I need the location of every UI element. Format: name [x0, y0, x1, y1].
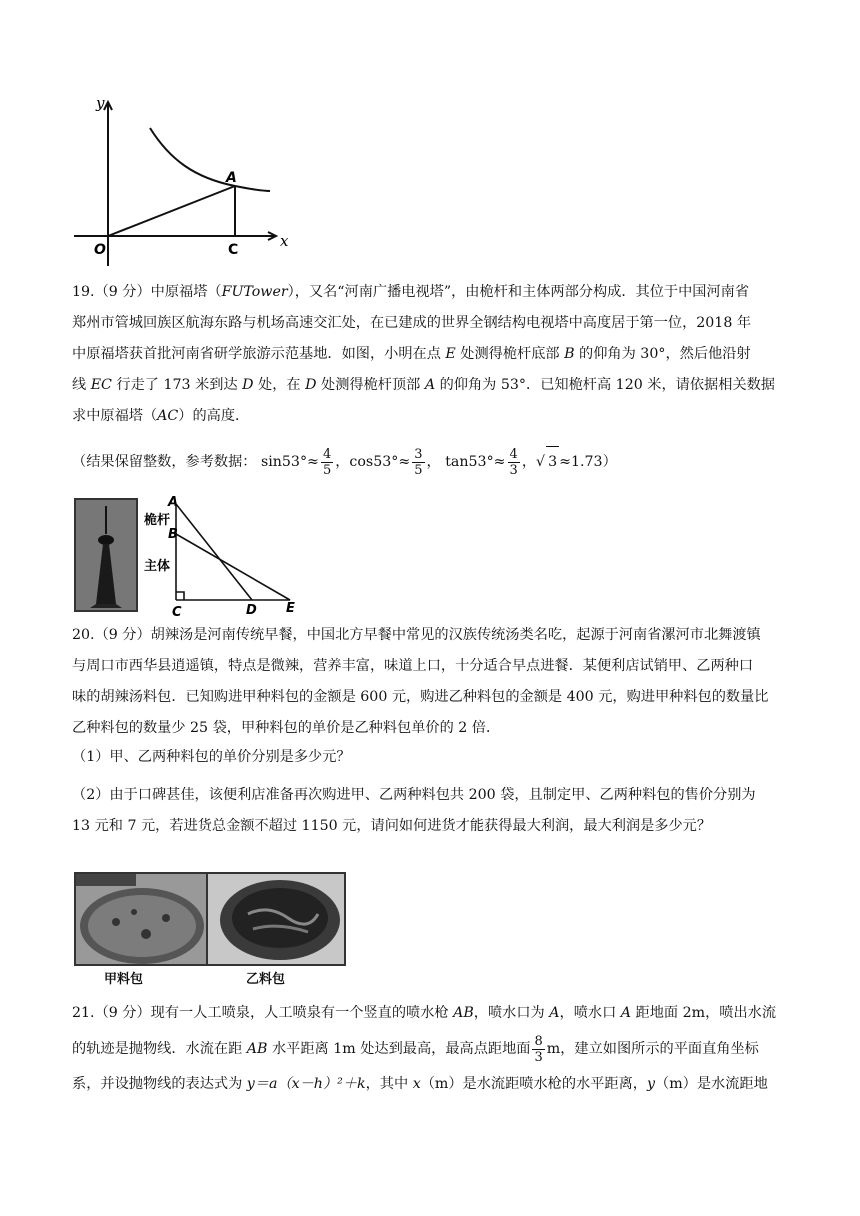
height-fraction: $\frac{8}{3}$ — [534, 1033, 543, 1065]
q19-reference-data: （结果保留整数，参考数据： sin53°≈ $\frac{4}{5}$ ，cos53°≈ $\frac{3}{5}$ ， tan53°≈ $\frac{4}{3}$ ，√ 3 ≈1.73） — [72, 446, 617, 478]
function-graph — [70, 90, 290, 272]
fig-label-a: A — [168, 496, 179, 510]
q19-line-4: 线 EC 行走了 173 米到达 D 处，在 D 处测得桅杆顶部 A 的仰角为 53°．已知桅杆高 120 米，请依据相关数据 — [72, 377, 775, 393]
soup-bowl-icon — [76, 874, 208, 964]
sightline-da — [176, 504, 252, 600]
fig-label-e: E — [286, 601, 295, 616]
cos-fraction: $\frac{3}{5}$ — [414, 446, 423, 478]
q20-sub-2-line-2: 13 元和 7 元，若进货总金额不超过 1150 元，请问如何进货才能获得最大利润，最大利润是多少元？ — [72, 818, 712, 834]
segment-oa — [108, 186, 235, 236]
q21-line-2: 的轨迹是抛物线．水流在距 AB 水平距离 1m 处达到最高，最高点距地面 $\frac{8}{3}$ m，建立如图所示的平面直角坐标 — [72, 1033, 759, 1065]
caption-a: 甲料包 — [104, 972, 144, 987]
question-20 — [72, 620, 797, 744]
fig-label-b: B — [168, 527, 178, 542]
q20-sub-2 — [72, 780, 797, 842]
soup-pot-icon — [208, 874, 344, 964]
origin-label: O — [94, 242, 106, 258]
fig-label-c: C — [172, 605, 182, 618]
fig-label-d: D — [246, 603, 257, 618]
hyperbola-curve — [150, 128, 270, 191]
sightline-eb — [176, 534, 290, 600]
tower-triangle-diagram — [140, 496, 310, 618]
q20-line-2: 与周口市西华县逍遥镇，特点是微辣，营养丰富，味道上口，十分适合早点进餐．某便利店试销甲、乙两种口 — [72, 658, 754, 674]
q20-line-3: 味的胡辣汤料包．已知购进甲种料包的金额是 600 元，购进乙种料包的金额是 400 元，购进甲种料包的数量比 — [72, 689, 769, 705]
x-axis-label: x — [280, 232, 289, 250]
point-a-label: A — [226, 170, 237, 186]
q19-line-1: 19.（9 分）中原福塔（FUTower），又名“河南广播电视塔”，由桅杆和主体两部分构成．其位于中国河南省 — [72, 284, 750, 300]
q20-line-1: 20.（9 分）胡辣汤是河南传统早餐，中国北方早餐中常见的汉族传统汤类名吃，起源于河南省漯河市北舞渡镇 — [72, 627, 761, 643]
sqrt-3: 3 — [546, 446, 559, 478]
tower-photo — [74, 498, 138, 612]
soup-photo-b — [206, 872, 346, 966]
y-axis-label: y — [96, 94, 105, 112]
tower-icon — [76, 500, 136, 610]
q19-line-3: 中原福塔获首批河南省研学旅游示范基地．如图，小明在点 E 处测得桅杆底部 B 的仰角为 30°，然后他沿射 — [72, 346, 751, 362]
q19-line-2: 郑州市管城回族区航海东路与机场高速交汇处，在已建成的世界全钢结构电视塔中高度居于第一位，2018 年 — [72, 315, 752, 331]
fig-label-mast: 桅杆 — [144, 513, 171, 528]
tan-fraction: $\frac{4}{3}$ — [509, 446, 518, 478]
point-c-label: C — [228, 242, 239, 258]
soup-photo-a — [74, 872, 210, 966]
fig-label-body: 主体 — [144, 559, 171, 574]
right-angle-mark — [176, 592, 184, 600]
question-19 — [72, 277, 797, 432]
q19-line-5: 求中原福塔（AC）的高度． — [72, 408, 250, 424]
q20-line-4: 乙种料包的数量少 25 袋，甲种料包的单价是乙种料包单价的 2 倍． — [72, 720, 501, 736]
question-21 — [72, 998, 797, 1100]
q21-line-3: 系，并设抛物线的表达式为 y＝a（x－h）²＋k，其中 x（m）是水流距喷水枪的水平距离，y（m）是水流距地 — [72, 1076, 768, 1092]
q21-line-1: 21.（9 分）现有一人工喷泉，人工喷泉有一个竖直的喷水枪 AB，喷水口为 A，喷水口 A 距地面 2m，喷出水流 — [72, 1005, 777, 1021]
q20-sub-2-line-1: （2）由于口碑甚佳，该便利店准备再次购进甲、乙两种料包共 200 袋，且制定甲、乙两种料包的售价分别为 — [72, 787, 756, 803]
q20-sub-1: （1）甲、乙两种料包的单价分别是多少元？ — [72, 749, 351, 765]
sin-fraction: $\frac{4}{5}$ — [322, 446, 332, 478]
caption-b: 乙料包 — [246, 972, 286, 987]
